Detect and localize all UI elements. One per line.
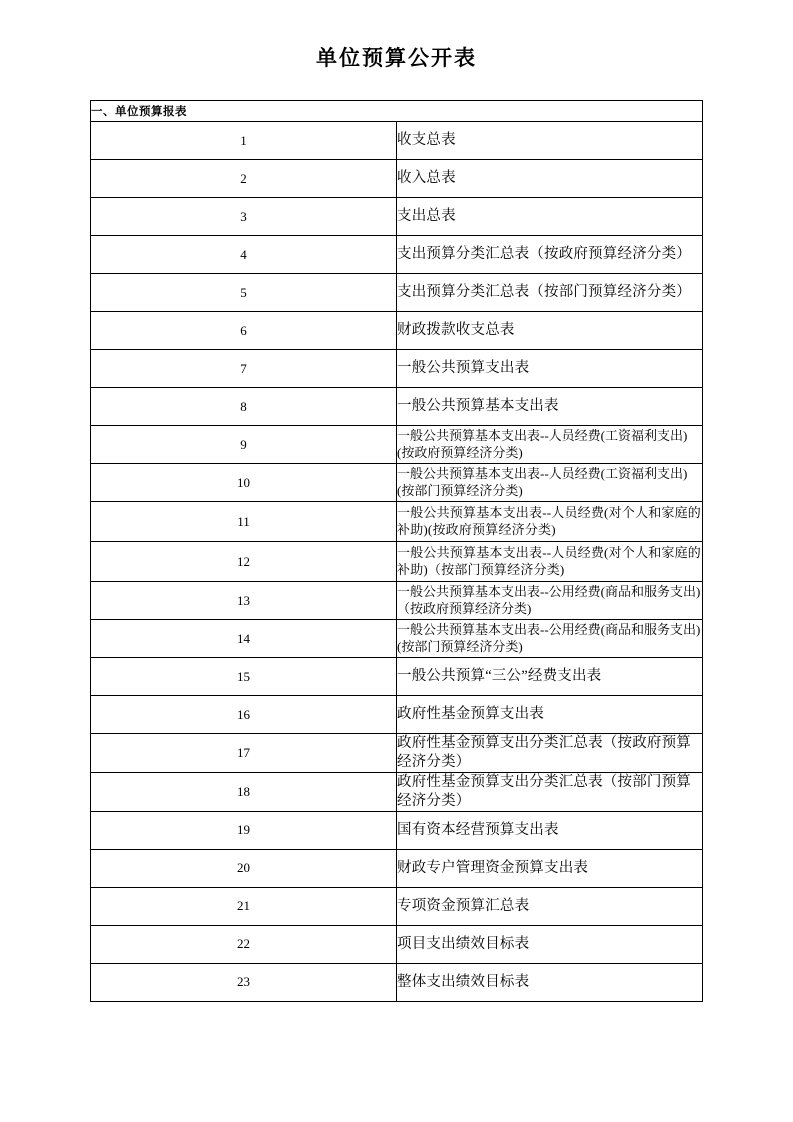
table-row (91, 696, 703, 734)
report-name-cell: 国有资本经营预算支出表 (397, 811, 703, 849)
report-name-cell: 支出预算分类汇总表（按部门预算经济分类） (397, 274, 703, 312)
report-name-cell: 一般公共预算基本支出表--公用经费(商品和服务支出)（按政府预算经济分类) (397, 582, 703, 620)
row-index-cell: 15 (91, 658, 397, 696)
table-row (91, 122, 703, 160)
row-index-cell: 20 (91, 849, 397, 887)
row-index-cell: 11 (91, 502, 397, 542)
table-row (91, 388, 703, 426)
row-index-cell: 6 (91, 312, 397, 350)
report-name-cell: 专项资金预算汇总表 (397, 887, 703, 925)
report-name-cell: 一般公共预算基本支出表--人员经费(工资福利支出)(按政府预算经济分类) (397, 426, 703, 464)
row-index-cell: 1 (91, 122, 397, 160)
report-name-cell: 政府性基金预算支出分类汇总表（按政府预算经济分类） (397, 734, 703, 773)
report-name-cell: 政府性基金预算支出分类汇总表（按部门预算经济分类） (397, 772, 703, 811)
report-name-cell: 一般公共预算基本支出表 (397, 388, 703, 426)
table-row (91, 426, 703, 464)
row-index-cell: 23 (91, 963, 397, 1001)
row-index-cell: 8 (91, 388, 397, 426)
table-row (91, 198, 703, 236)
table-row (91, 925, 703, 963)
report-name-cell: 一般公共预算基本支出表--人员经费(对个人和家庭的补助)(按政府预算经济分类) (397, 502, 703, 542)
row-index-cell: 10 (91, 464, 397, 502)
row-index-cell: 19 (91, 811, 397, 849)
row-index-cell: 17 (91, 734, 397, 773)
report-name-cell: 财政拨款收支总表 (397, 312, 703, 350)
table-row (91, 658, 703, 696)
page-title: 单位预算公开表 (316, 46, 477, 70)
row-index-cell: 4 (91, 236, 397, 274)
row-index-cell: 7 (91, 350, 397, 388)
report-name-cell: 政府性基金预算支出表 (397, 696, 703, 734)
table-row (91, 887, 703, 925)
table-section-header-row (91, 101, 703, 122)
row-index-cell: 13 (91, 582, 397, 620)
table-row (91, 734, 703, 773)
report-name-cell: 财政专户管理资金预算支出表 (397, 849, 703, 887)
row-index-cell: 9 (91, 426, 397, 464)
budget-table-container (90, 100, 703, 1001)
report-name-cell: 一般公共预算支出表 (397, 350, 703, 388)
table-row (91, 811, 703, 849)
table-row (91, 620, 703, 658)
row-index-cell: 18 (91, 772, 397, 811)
report-name-cell: 一般公共预算基本支出表--公用经费(商品和服务支出)(按部门预算经济分类) (397, 620, 703, 658)
table-row (91, 849, 703, 887)
table-row (91, 582, 703, 620)
table-row (91, 772, 703, 811)
report-name-cell: 一般公共预算“三公”经费支出表 (397, 658, 703, 696)
row-index-cell: 16 (91, 696, 397, 734)
report-name-cell: 一般公共预算基本支出表--人员经费(工资福利支出)(按部门预算经济分类) (397, 464, 703, 502)
table-row (91, 274, 703, 312)
row-index-cell: 21 (91, 887, 397, 925)
table-row (91, 542, 703, 582)
table-row (91, 502, 703, 542)
row-index-cell: 14 (91, 620, 397, 658)
report-name-cell: 支出总表 (397, 198, 703, 236)
table-row (91, 236, 703, 274)
section-header-cell: 一、单位预算报表 (91, 101, 703, 122)
row-index-cell: 22 (91, 925, 397, 963)
row-index-cell: 12 (91, 542, 397, 582)
table-row (91, 312, 703, 350)
report-name-cell: 项目支出绩效目标表 (397, 925, 703, 963)
budget-table-body (91, 101, 703, 1001)
table-row (91, 464, 703, 502)
budget-report-table (90, 100, 703, 1001)
row-index-cell: 3 (91, 198, 397, 236)
report-name-cell: 收支总表 (397, 122, 703, 160)
row-index-cell: 2 (91, 160, 397, 198)
report-name-cell: 一般公共预算基本支出表--人员经费(对个人和家庭的补助)（按部门预算经济分类) (397, 542, 703, 582)
report-name-cell: 支出预算分类汇总表（按政府预算经济分类） (397, 236, 703, 274)
report-name-cell: 整体支出绩效目标表 (397, 963, 703, 1001)
row-index-cell: 5 (91, 274, 397, 312)
table-row (91, 350, 703, 388)
table-row (91, 160, 703, 198)
table-row (91, 963, 703, 1001)
report-name-cell: 收入总表 (397, 160, 703, 198)
